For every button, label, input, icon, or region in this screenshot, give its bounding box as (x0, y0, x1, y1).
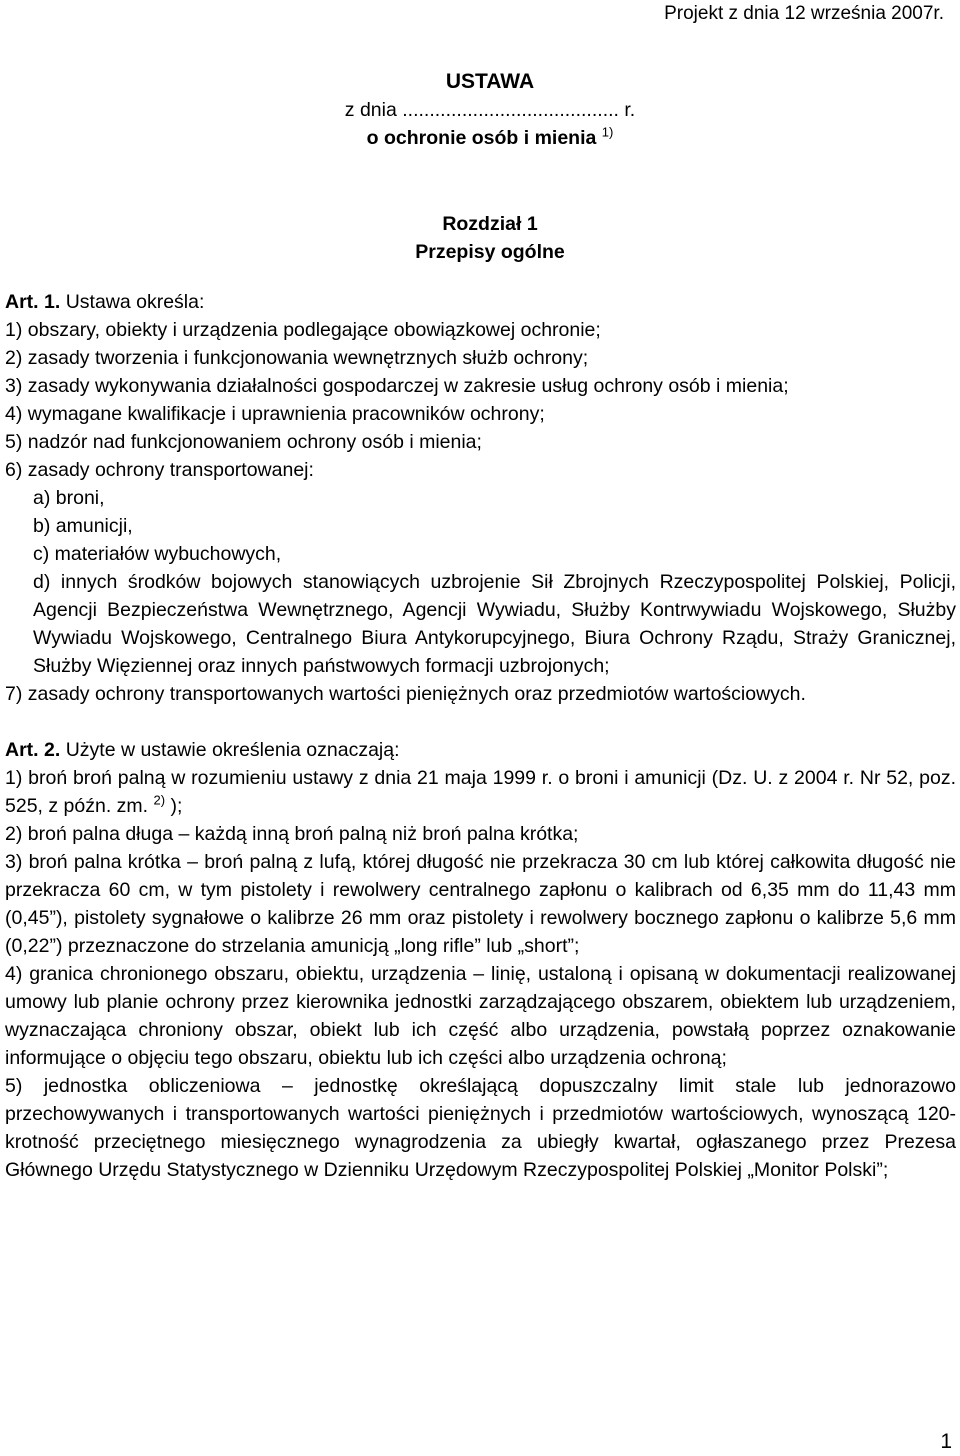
art1-subitem-a: a) broni, (33, 487, 105, 509)
art2-item-1-text: 1) broń broń palną w rozumieniu ustawy z dnia 21 maja 1999 r. o broni i amunicji (Dz. U. z 2004 r. Nr 52, poz. 525, z późn. zm. (5, 767, 956, 817)
art2-item-2: 2) broń palna długa – każdą inną broń palną niż broń palna krótka; (5, 823, 579, 845)
art1-item-5: 5) nadzór nad funkcjonowaniem ochrony osób i mienia; (5, 431, 482, 453)
act-subject-text: o ochronie osób i mienia (366, 127, 597, 149)
art1-intro (5, 288, 956, 316)
art1-subitem-b: b) amunicji, (33, 515, 133, 537)
art1-item-2: 2) zasady tworzenia i funkcjonowania wewnętrznych służb ochrony; (5, 347, 589, 369)
art2-intro (5, 736, 956, 764)
chapter-title: Przepisy ogólne (415, 241, 565, 263)
art1-label: Art. 1. (5, 291, 61, 313)
art1-item-4: 4) wymagane kwalifikacje i uprawnienia pracowników ochrony; (5, 403, 545, 425)
project-date-note: Projekt z dnia 12 września 2007r. (664, 3, 944, 24)
footnote-marker-2: 2) (153, 792, 166, 808)
art2-item-1 (5, 764, 956, 820)
art1-subitem-d: d) innych środków bojowych stanowiących uzbrojenie Sił Zbrojnych Rzeczypospolitej Polskiej, Policji, Agencji Bezpieczeństwa Wewnętrznego, Agencji Wywiadu, Służby Kontrwywiadu Wojskowego, Służby Wywiadu Wojskowego, Centralnego Biura Antykorupcyjnego, Biura Ochrony Rządu, Straży Granicznej, Służby Więziennej oraz innych państwowych formacji uzbrojonych; (33, 571, 956, 677)
art2-intro-text: Użyte w ustawie określenia oznaczają: (65, 739, 400, 761)
document-body (5, 288, 956, 1184)
art1-intro-text: Ustawa określa: (65, 291, 205, 313)
art1-item-7: 7) zasady ochrony transportowanych wartości pieniężnych oraz przedmiotów wartościowych. (5, 683, 806, 705)
page-number: 1 (940, 1430, 952, 1453)
art1-item-1: 1) obszary, obiekty i urządzenia podlegające obowiązkowej ochronie; (5, 319, 601, 341)
chapter-number: Rozdział 1 (442, 213, 538, 235)
art2-item-4: 4) granica chronionego obszaru, obiektu, urządzenia – linię, ustaloną i opisaną w dokumentacji realizowanej umowy lub planie ochrony przez kierownika jednostki zarządzającego obszarem, obiektem lub urządzeniem, wyznaczająca chroniony obszar, obiekt lub ich część albo urządzenia, powstałą poprzez oznakowanie informujące o objęciu tego obszaru, obiektu lub ich części albo urządzenia ochroną; (5, 963, 956, 1069)
art2-item-1-end: ); (165, 795, 183, 817)
art2-item-5: 5) jednostka obliczeniowa – jednostkę określającą dopuszczalny limit stale lub jednorazowo przechowywanych i transportowanych wartości pieniężnych i przedmiotów wartościowych, wynoszącą 120-krotność przeciętnego miesięcznego wynagrodzenia za ubiegły kwartał, ogłaszanego przez Prezesa Głównego Urzędu Statystycznego w Dzienniku Urzędowym Rzeczypospolitej Polskiej „Monitor Polski”; (5, 1075, 956, 1181)
art1-item-6: 6) zasady ochrony transportowanej: (5, 459, 314, 481)
act-subject-heading (0, 124, 960, 152)
act-date-line: z dnia ........................................ r. (344, 99, 636, 121)
art1-subitem-c: c) materiałów wybuchowych, (33, 543, 282, 565)
art2-label: Art. 2. (5, 739, 61, 761)
art1-item-3: 3) zasady wykonywania działalności gospodarczej w zakresie usług ochrony osób i mienia; (5, 375, 789, 397)
art2-item-3: 3) broń palna krótka – broń palną z lufą, której długość nie przekracza 30 cm lub której całkowita długość nie przekracza 60 cm, w tym pistolety i rewolwery centralnego zapłonu o kalibrach od 6,35 mm do 11,43 mm (0,45”), pistolety sygnałowe o kalibrze 26 mm oraz pistolety i rewolwery bocznego zapłonu o kalibrze 5,6 mm (0,22”) przeznaczone do strzelania amunicją „long rifle” lub „short”; (5, 851, 956, 957)
footnote-marker-1: 1) (601, 124, 614, 140)
act-type-heading: USTAWA (445, 70, 535, 93)
